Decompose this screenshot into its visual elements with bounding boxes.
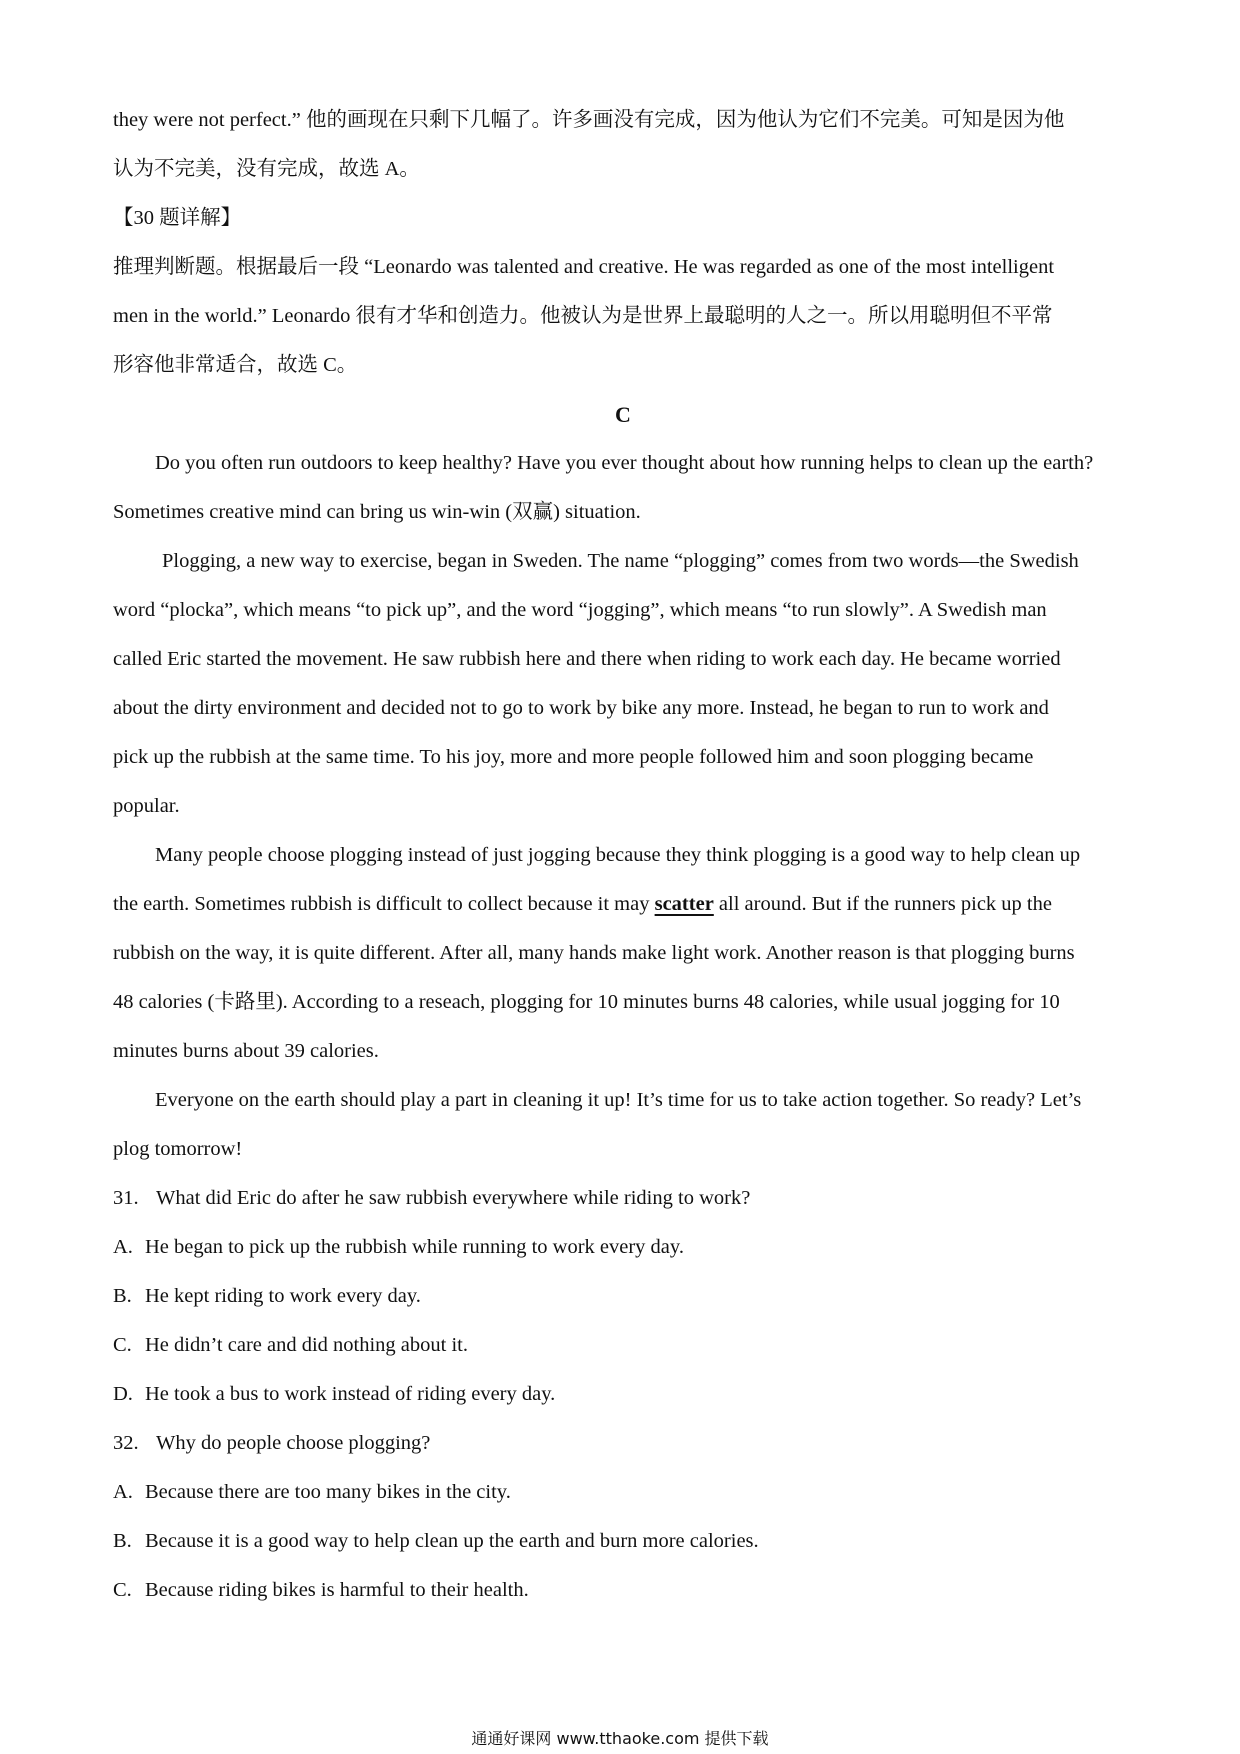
answer-option [113,1566,1133,1615]
passage-line: word “plocka”, which means “to pick up”, and the word “jogging”, which means “to run slowly”. A Swedish man [113,599,1047,621]
answer-option [113,1517,1133,1566]
option-letter: B. [113,1285,132,1307]
passage-line: about the dirty environment and decided not to go to work by bike any more. Instead, he began to run to work and [113,697,1049,719]
question-stem [113,1174,1133,1223]
explanation-line: 认为不完美，没有完成，故选 A。 [113,158,420,180]
option-text: Because there are too many bikes in the city. [145,1481,511,1503]
answer-option [113,1468,1133,1517]
passage-line [113,880,1133,929]
previous-explanation [113,96,1133,194]
passage-text: all around. But if the runners pick up the [713,893,1052,915]
explanation-line: they were not perfect.” 他的画现在只剩下几幅了。许多画没有完成，因为他认为它们不完美。可知是因为他 [113,109,1065,131]
explanation-line: 推理判断题。根据最后一段 “Leonardo was talented and creative. He was regarded as one of the most intelligent [113,256,1055,278]
option-text: He kept riding to work every day. [145,1285,421,1307]
passage-line: Everyone on the earth should play a part in cleaning it up! It’s time for us to take action together. So ready? Let’s [155,1089,1082,1111]
option-text: He didn’t care and did nothing about it. [145,1334,468,1356]
document-page [113,96,1133,1615]
explanation-line: men in the world.” Leonardo 很有才华和创造力。他被认为是世界上最聪明的人之一。所以用聪明但不平常 [113,305,1053,327]
passage-line: Sometimes creative mind can bring us win-win (双赢) situation. [113,501,641,523]
passage-line: Many people choose plogging instead of just jogging because they think plogging is a good way to help clean up [155,844,1081,866]
option-text: Because it is a good way to help clean up the earth and burn more calories. [145,1530,759,1552]
underlined-word: scatter [654,893,714,915]
passage-line: Plogging, a new way to exercise, began in Sweden. The name “plogging” comes from two words—the Swedish [162,550,1079,572]
answer-option [113,1272,1133,1321]
question-text: What did Eric do after he saw rubbish everywhere while riding to work? [156,1187,751,1209]
question-stem [113,1419,1133,1468]
passage-paragraph-1 [113,439,1133,537]
question-text: Why do people choose plogging? [156,1432,431,1454]
option-letter: A. [113,1236,133,1258]
answer-option [113,1370,1133,1419]
passage-line: Do you often run outdoors to keep healthy? Have you ever thought about how running helps to clean up the earth? [155,452,1094,474]
option-letter: C. [113,1334,132,1356]
question-number: 31. [113,1187,139,1209]
passage-line: 48 calories (卡路里). According to a reseach, plogging for 10 minutes burns 48 calories, while usual jogging for 10 [113,991,1060,1013]
passage-line: plog tomorrow! [113,1138,243,1160]
passage-paragraph-2 [113,537,1133,831]
passage-line: minutes burns about 39 calories. [113,1040,379,1062]
question-32 [113,1419,1133,1615]
passage-paragraph-3 [113,831,1133,1076]
option-text: He began to pick up the rubbish while running to work every day. [145,1236,684,1258]
passage-line: rubbish on the way, it is quite different. After all, many hands make light work. Another reason is that plogging burns [113,942,1075,964]
passage-text: the earth. Sometimes rubbish is difficult to collect because it may [113,893,655,915]
passage-line: called Eric started the movement. He saw rubbish here and there when riding to work each day. He became worried [113,648,1061,670]
answer-option [113,1321,1133,1370]
option-letter: A. [113,1481,133,1503]
passage-paragraph-4 [113,1076,1133,1174]
option-letter: D. [113,1383,133,1405]
question-31 [113,1174,1133,1419]
option-letter: B. [113,1530,132,1552]
passage-line: pick up the rubbish at the same time. To his joy, more and more people followed him and soon plogging became [113,746,1034,768]
option-text: He took a bus to work instead of riding every day. [145,1383,556,1405]
q30-detail [113,243,1133,390]
q30-detail-heading: 【30 题详解】 [113,207,242,229]
section-heading: C [615,402,631,427]
explanation-line: 形容他非常适合，故选 C。 [113,354,358,376]
page-footer: 通通好课网 www.tthaoke.com 提供下载 [471,1729,769,1748]
option-letter: C. [113,1579,132,1601]
option-text: Because riding bikes is harmful to their health. [145,1579,529,1601]
question-number: 32. [113,1432,139,1454]
passage-line: popular. [113,795,180,817]
answer-option [113,1223,1133,1272]
